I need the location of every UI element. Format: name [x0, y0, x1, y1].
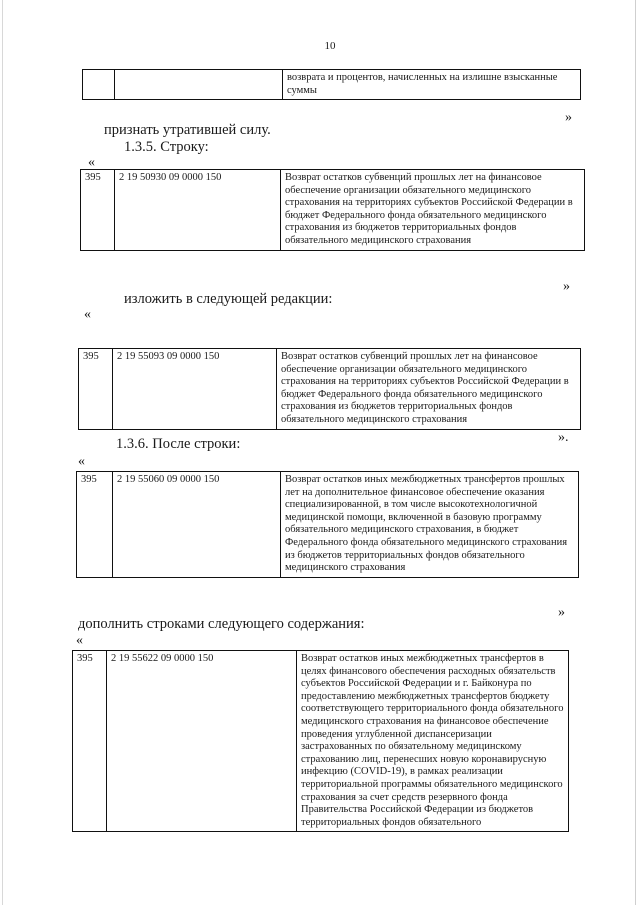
text-supplement: дополнить строками следующего содержания:	[78, 616, 365, 632]
row-description: Возврат остатков субвенций прошлых лет на финансовое обеспечение организации обязательного медицинского страхования на территориях субъектов Российской Федерации в бюджет Федерального фонда обязательного медицинского страхования из бюджетов территориальных фондов обязательного медицинского страхования	[277, 349, 581, 430]
table-row	[73, 651, 569, 832]
row-kbk: 2 19 55060 09 0000 150	[113, 472, 281, 578]
row-description: Возврат остатков иных межбюджетных трансфертов прошлых лет на дополнительное финансовое обеспечение оказания специализированной, в том числе высокотехнологичной медицинской помощи, включенной в базовую программу обязательного медицинского страхования, в бюджет Федерального фонда обязательного медицинского страхования из бюджетов территориальных фондов обязательного медицинского страхования	[281, 472, 579, 578]
table-row	[81, 170, 585, 251]
close-quote-period: ».	[558, 430, 569, 445]
text-item-1-3-5: 1.3.5. Строку:	[124, 139, 209, 155]
open-quote: «	[76, 633, 83, 648]
row-kbk: 2 19 50930 09 0000 150	[115, 170, 281, 251]
scan-edge-right	[635, 0, 636, 905]
row-kbk: 2 19 55093 09 0000 150	[113, 349, 277, 430]
page-number: 10	[324, 40, 336, 52]
close-quote: »	[565, 110, 572, 125]
row-code: 395	[79, 349, 113, 430]
open-quote: «	[88, 155, 95, 170]
table-row	[79, 349, 581, 430]
row-description: возврата и процентов, начисленных на излишне взысканные суммы	[283, 70, 581, 100]
text-restate: изложить в следующей редакции:	[124, 291, 333, 307]
row-description: Возврат остатков субвенций прошлых лет на финансовое обеспечение организации обязательного медицинского страхования на территориях субъектов Российской Федерации в бюджет Федерального фонда обязательного медицинского страхования из бюджетов территориальных фондов обязательного медицинского страхования	[281, 170, 585, 251]
close-quote: »	[563, 279, 570, 294]
row-code: 395	[81, 170, 115, 251]
table-continuation	[82, 69, 581, 100]
row-description: Возврат остатков иных межбюджетных трансфертов в целях финансового обеспечения расходных обязательств субъектов Российской Федерации и г. Байконура по предоставлению межбюджетных трансфертов бюджету соответствующего территориального фонда обязательного медицинского страхования на финансовое обеспечение проведения углубленной диспансеризации застрахованных по обязательному медицинскому страхованию лиц, перенесших новую коронавирусную инфекцию (COVID-19), в рамках реализации территориальной программы обязательного медицинского страхования за счет средств резервного фонда Правительства Российской Федерации из бюджетов территориальных фондов обязательного	[297, 651, 569, 832]
open-quote: «	[78, 454, 85, 469]
row-code: 395	[77, 472, 113, 578]
close-quote: »	[558, 605, 565, 620]
row-kbk: 2 19 55622 09 0000 150	[107, 651, 297, 832]
text-invalidate: признать утратившей силу.	[104, 122, 271, 138]
row-code	[83, 70, 115, 100]
table-row	[83, 70, 581, 100]
table-old-row	[80, 169, 585, 251]
scan-edge-left	[2, 0, 3, 905]
row-kbk	[115, 70, 283, 100]
row-code: 395	[73, 651, 107, 832]
table-row	[77, 472, 579, 578]
table-new-row	[78, 348, 581, 430]
open-quote: «	[84, 307, 91, 322]
text-item-1-3-6: 1.3.6. После строки:	[116, 436, 241, 452]
table-added-row	[72, 650, 569, 832]
table-after-row	[76, 471, 579, 578]
